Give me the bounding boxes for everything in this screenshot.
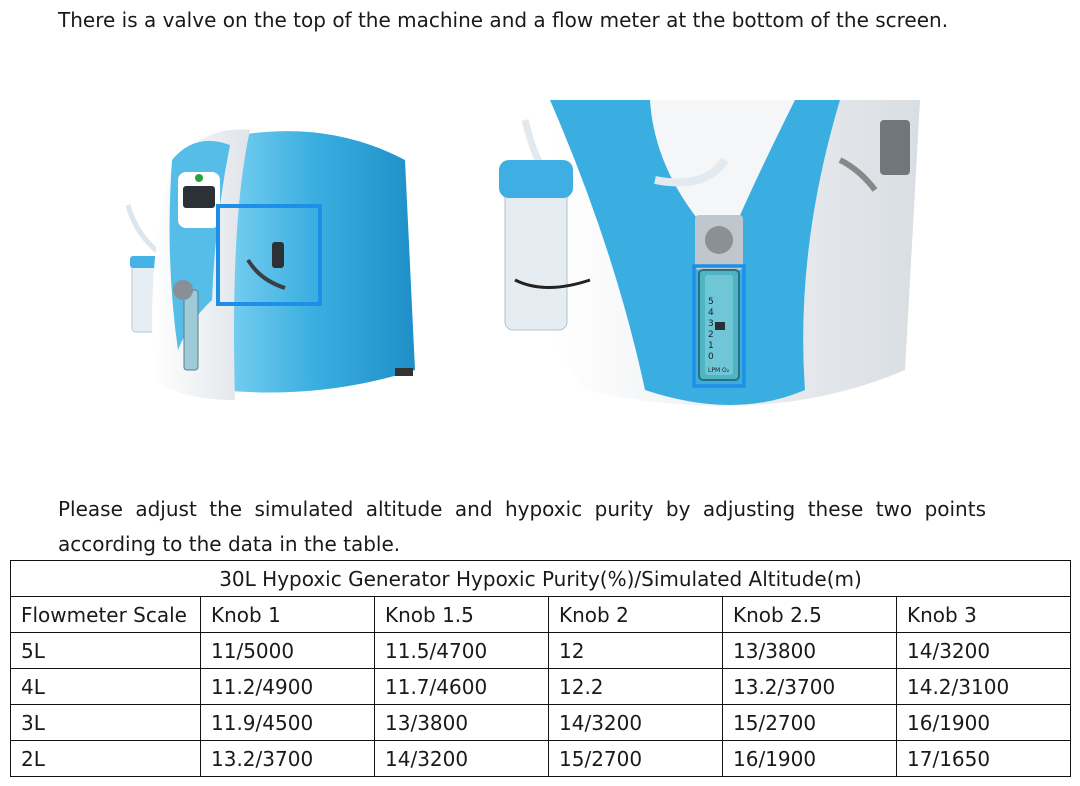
table-cell: 16/1900 xyxy=(723,741,897,777)
flowmeter-digit: 2 xyxy=(708,330,714,340)
table-cell: 16/1900 xyxy=(897,705,1071,741)
table-cell: 12.2 xyxy=(549,669,723,705)
table-cell: 14/3200 xyxy=(375,741,549,777)
table-cell: 13/3800 xyxy=(723,633,897,669)
column-header: Flowmeter Scale xyxy=(11,597,201,633)
table-row xyxy=(11,633,1071,669)
flowmeter-digit: 5 xyxy=(708,297,714,307)
table-cell: 15/2700 xyxy=(549,741,723,777)
column-header: Knob 3 xyxy=(897,597,1071,633)
table-row xyxy=(11,669,1071,705)
flowmeter-digit: 1 xyxy=(708,341,714,351)
table-header-row xyxy=(11,597,1071,633)
flowmeter-digit: 3 xyxy=(708,319,714,329)
table-cell: 4L xyxy=(11,669,201,705)
purity-altitude-table xyxy=(10,560,1071,777)
column-header: Knob 2 xyxy=(549,597,723,633)
table-cell: 12 xyxy=(549,633,723,669)
flowmeter-digit: 0 xyxy=(708,352,714,362)
table-cell: 15/2700 xyxy=(723,705,897,741)
table-title-row xyxy=(11,561,1071,597)
intro-text: There is a valve on the top of the machine and a flow meter at the bottom of the screen. xyxy=(58,8,949,32)
table-cell: 11.9/4500 xyxy=(201,705,375,741)
flowmeter-label: LPM O₂ xyxy=(708,367,730,374)
table-cell: 14/3200 xyxy=(897,633,1071,669)
table-cell: 11/5000 xyxy=(201,633,375,669)
table-title: 30L Hypoxic Generator Hypoxic Purity(%)/Simulated Altitude(m) xyxy=(11,561,1071,597)
flowmeter-closeup-photo xyxy=(495,100,920,430)
table-cell: 11.5/4700 xyxy=(375,633,549,669)
table-cell: 11.7/4600 xyxy=(375,669,549,705)
table-row xyxy=(11,705,1071,741)
table-cell: 13/3800 xyxy=(375,705,549,741)
machine-photo xyxy=(120,100,440,420)
table-cell: 5L xyxy=(11,633,201,669)
table-cell: 3L xyxy=(11,705,201,741)
instruction-text: Please adjust the simulated altitude and hypoxic purity by adjusting these two points according to the data in the table. xyxy=(58,497,986,556)
table-cell: 17/1650 xyxy=(897,741,1071,777)
table-cell: 2L xyxy=(11,741,201,777)
table-cell: 14/3200 xyxy=(549,705,723,741)
table-row xyxy=(11,741,1071,777)
column-header: Knob 2.5 xyxy=(723,597,897,633)
table-cell: 11.2/4900 xyxy=(201,669,375,705)
flowmeter-digit: 4 xyxy=(708,308,714,318)
table-cell: 14.2/3100 xyxy=(897,669,1071,705)
table-cell: 13.2/3700 xyxy=(723,669,897,705)
column-header: Knob 1 xyxy=(201,597,375,633)
column-header: Knob 1.5 xyxy=(375,597,549,633)
table-cell: 13.2/3700 xyxy=(201,741,375,777)
